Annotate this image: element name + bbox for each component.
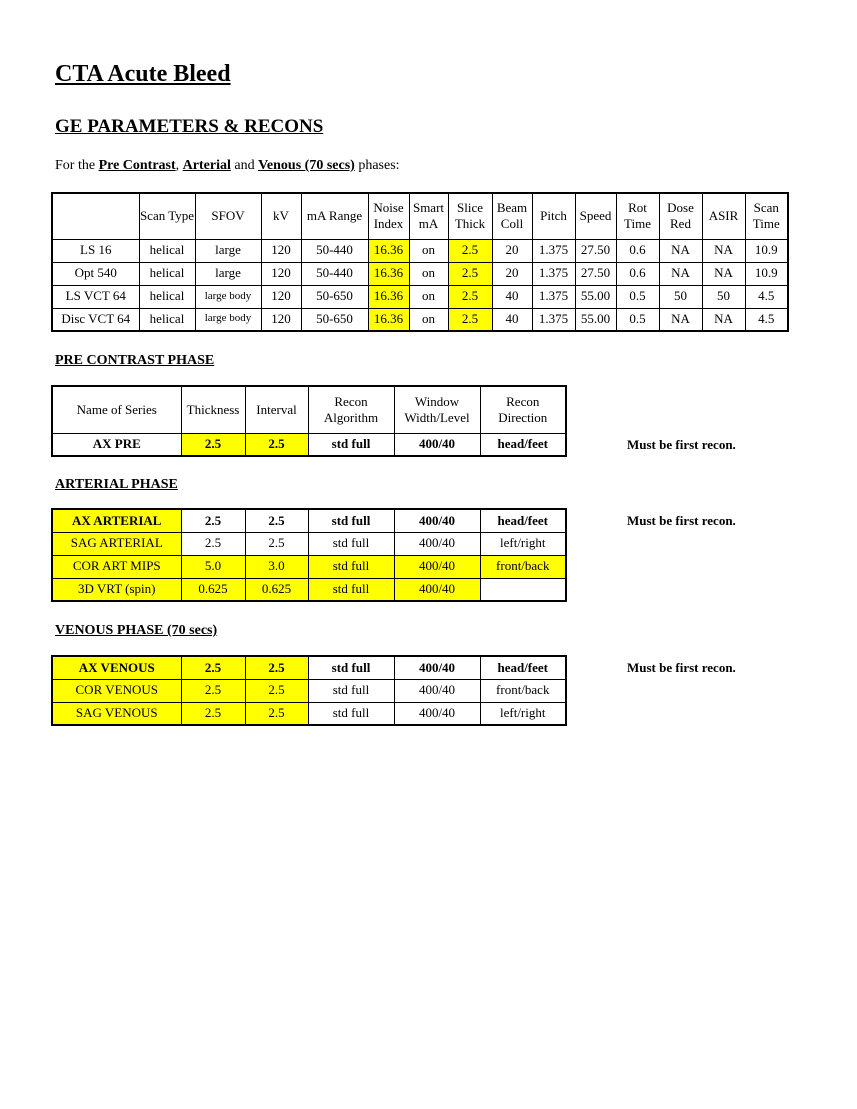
column-header: Interval bbox=[245, 386, 308, 433]
table-cell: 1.375 bbox=[532, 262, 575, 285]
table-cell: 2.5 bbox=[181, 656, 245, 679]
series-name-cell: AX ARTERIAL bbox=[52, 509, 181, 532]
table-cell bbox=[480, 578, 566, 601]
scanner-name-cell: LS VCT 64 bbox=[52, 285, 139, 308]
series-name-cell: COR VENOUS bbox=[52, 679, 181, 702]
table-cell: large bbox=[195, 262, 261, 285]
column-header: Speed bbox=[575, 193, 616, 239]
table-cell: on bbox=[409, 239, 448, 262]
table-cell: 50 bbox=[659, 285, 702, 308]
table-row bbox=[52, 509, 566, 532]
column-header: Slice Thick bbox=[448, 193, 492, 239]
column-header: Window Width/Level bbox=[394, 386, 480, 433]
intro-text bbox=[55, 158, 400, 174]
table-cell: NA bbox=[702, 262, 745, 285]
table-cell: 40 bbox=[492, 308, 532, 331]
column-header: Thickness bbox=[181, 386, 245, 433]
table-row bbox=[52, 656, 566, 679]
scanner-name-cell: LS 16 bbox=[52, 239, 139, 262]
table-row bbox=[52, 308, 788, 331]
column-header: Smart mA bbox=[409, 193, 448, 239]
column-header: Noise Index bbox=[368, 193, 409, 239]
table-cell: large body bbox=[195, 285, 261, 308]
venous-table bbox=[51, 655, 567, 726]
pre-contrast-heading: PRE CONTRAST PHASE bbox=[55, 353, 215, 368]
table-cell: std full bbox=[308, 509, 394, 532]
intro-sep: , bbox=[175, 158, 183, 173]
series-name-cell: AX VENOUS bbox=[52, 656, 181, 679]
table-cell: 20 bbox=[492, 239, 532, 262]
scanner-parameters-table bbox=[51, 192, 789, 332]
table-cell: 0.625 bbox=[181, 578, 245, 601]
table-cell: 0.5 bbox=[616, 308, 659, 331]
table-cell: 50 bbox=[702, 285, 745, 308]
column-header: kV bbox=[261, 193, 301, 239]
table-header-row bbox=[52, 193, 788, 239]
table-row bbox=[52, 262, 788, 285]
table-cell: 5.0 bbox=[181, 555, 245, 578]
table-cell: 400/40 bbox=[394, 532, 480, 555]
column-header: Name of Series bbox=[52, 386, 181, 433]
table-cell: 400/40 bbox=[394, 679, 480, 702]
arterial-note: Must be first recon. bbox=[627, 513, 736, 528]
arterial-heading: ARTERIAL PHASE bbox=[55, 477, 178, 492]
pre-contrast-table bbox=[51, 385, 567, 457]
table-cell: 400/40 bbox=[394, 509, 480, 532]
table-cell: 50-440 bbox=[301, 239, 368, 262]
table-cell: left/right bbox=[480, 532, 566, 555]
table-row bbox=[52, 285, 788, 308]
table-cell: 2.5 bbox=[448, 262, 492, 285]
table-cell: 0.6 bbox=[616, 262, 659, 285]
table-cell: 27.50 bbox=[575, 262, 616, 285]
intro-phase-venous: Venous (70 secs) bbox=[258, 158, 355, 173]
table-cell: 2.5 bbox=[181, 702, 245, 725]
page-subtitle: GE PARAMETERS & RECONS bbox=[55, 116, 324, 137]
table-cell: head/feet bbox=[480, 656, 566, 679]
intro-phase-arterial: Arterial bbox=[182, 158, 231, 173]
venous-note: Must be first recon. bbox=[627, 660, 736, 675]
table-cell: 10.9 bbox=[745, 262, 788, 285]
table-cell: 16.36 bbox=[368, 262, 409, 285]
table-cell: front/back bbox=[480, 555, 566, 578]
table-cell: 120 bbox=[261, 285, 301, 308]
table-cell: std full bbox=[308, 555, 394, 578]
column-header: Scan Type bbox=[139, 193, 195, 239]
table-cell: 16.36 bbox=[368, 239, 409, 262]
table-cell: 2.5 bbox=[448, 239, 492, 262]
table-cell: NA bbox=[659, 239, 702, 262]
table-cell: 400/40 bbox=[394, 656, 480, 679]
table-cell: 16.36 bbox=[368, 285, 409, 308]
table-cell: large body bbox=[195, 308, 261, 331]
table-cell: std full bbox=[308, 433, 394, 456]
table-cell: 2.5 bbox=[245, 509, 308, 532]
table-row bbox=[52, 555, 566, 578]
column-header: ASIR bbox=[702, 193, 745, 239]
series-name-cell: SAG ARTERIAL bbox=[52, 532, 181, 555]
table-cell: on bbox=[409, 262, 448, 285]
column-header: Scan Time bbox=[745, 193, 788, 239]
table-cell: 20 bbox=[492, 262, 532, 285]
table-cell: large bbox=[195, 239, 261, 262]
table-cell: 400/40 bbox=[394, 433, 480, 456]
table-cell: front/back bbox=[480, 679, 566, 702]
table-cell: 2.5 bbox=[181, 532, 245, 555]
table-cell: 120 bbox=[261, 239, 301, 262]
series-name-cell: COR ART MIPS bbox=[52, 555, 181, 578]
table-cell: std full bbox=[308, 679, 394, 702]
table-cell: left/right bbox=[480, 702, 566, 725]
table-row bbox=[52, 679, 566, 702]
table-cell: helical bbox=[139, 285, 195, 308]
series-name-cell: SAG VENOUS bbox=[52, 702, 181, 725]
arterial-table bbox=[51, 508, 567, 602]
table-cell: 120 bbox=[261, 262, 301, 285]
page-title: CTA Acute Bleed bbox=[55, 61, 231, 87]
table-cell: NA bbox=[702, 239, 745, 262]
table-cell: head/feet bbox=[480, 433, 566, 456]
table-cell: 0.6 bbox=[616, 239, 659, 262]
table-cell: on bbox=[409, 285, 448, 308]
table-cell: 2.5 bbox=[448, 308, 492, 331]
table-cell: 4.5 bbox=[745, 308, 788, 331]
table-cell: on bbox=[409, 308, 448, 331]
table-cell: std full bbox=[308, 578, 394, 601]
table-cell: 2.5 bbox=[245, 679, 308, 702]
table-cell: 50-440 bbox=[301, 262, 368, 285]
column-header: Pitch bbox=[532, 193, 575, 239]
column-header: Recon Direction bbox=[480, 386, 566, 433]
table-cell: 2.5 bbox=[245, 702, 308, 725]
column-header: Beam Coll bbox=[492, 193, 532, 239]
table-cell: 2.5 bbox=[181, 679, 245, 702]
table-cell: 400/40 bbox=[394, 578, 480, 601]
column-header: Recon Algorithm bbox=[308, 386, 394, 433]
table-cell: std full bbox=[308, 702, 394, 725]
table-cell: head/feet bbox=[480, 509, 566, 532]
table-row bbox=[52, 433, 566, 456]
table-cell: 2.5 bbox=[245, 532, 308, 555]
table-cell: 55.00 bbox=[575, 308, 616, 331]
table-cell: 0.625 bbox=[245, 578, 308, 601]
table-cell: 16.36 bbox=[368, 308, 409, 331]
table-row bbox=[52, 578, 566, 601]
table-cell: 27.50 bbox=[575, 239, 616, 262]
table-cell: 55.00 bbox=[575, 285, 616, 308]
pre-contrast-note: Must be first recon. bbox=[627, 437, 736, 452]
table-cell: std full bbox=[308, 532, 394, 555]
table-row bbox=[52, 532, 566, 555]
table-cell: 40 bbox=[492, 285, 532, 308]
table-cell: helical bbox=[139, 262, 195, 285]
table-row bbox=[52, 239, 788, 262]
intro-phase-pre-contrast: Pre Contrast bbox=[98, 158, 176, 173]
column-header: Dose Red bbox=[659, 193, 702, 239]
blank-header-cell bbox=[52, 193, 139, 239]
table-cell: 50-650 bbox=[301, 285, 368, 308]
table-row bbox=[52, 702, 566, 725]
table-cell: 50-650 bbox=[301, 308, 368, 331]
series-name-cell: AX PRE bbox=[52, 433, 181, 456]
table-cell: 2.5 bbox=[181, 433, 245, 456]
column-header: Rot Time bbox=[616, 193, 659, 239]
table-cell: 400/40 bbox=[394, 555, 480, 578]
table-cell: std full bbox=[308, 656, 394, 679]
column-header: mA Range bbox=[301, 193, 368, 239]
table-cell: 2.5 bbox=[448, 285, 492, 308]
table-cell: 10.9 bbox=[745, 239, 788, 262]
intro-prefix: For the bbox=[55, 158, 99, 173]
scanner-name-cell: Opt 540 bbox=[52, 262, 139, 285]
table-cell: helical bbox=[139, 308, 195, 331]
series-name-cell: 3D VRT (spin) bbox=[52, 578, 181, 601]
table-cell: 2.5 bbox=[245, 433, 308, 456]
table-cell: 120 bbox=[261, 308, 301, 331]
column-header: SFOV bbox=[195, 193, 261, 239]
table-cell: NA bbox=[659, 262, 702, 285]
table-cell: 1.375 bbox=[532, 308, 575, 331]
table-header-row bbox=[52, 386, 566, 433]
intro-suffix: phases: bbox=[354, 158, 400, 173]
table-cell: 0.5 bbox=[616, 285, 659, 308]
table-cell: 3.0 bbox=[245, 555, 308, 578]
table-cell: 4.5 bbox=[745, 285, 788, 308]
table-cell: helical bbox=[139, 239, 195, 262]
table-cell: 1.375 bbox=[532, 285, 575, 308]
table-cell: 2.5 bbox=[181, 509, 245, 532]
intro-sep: and bbox=[230, 158, 259, 173]
table-cell: 1.375 bbox=[532, 239, 575, 262]
table-cell: 2.5 bbox=[245, 656, 308, 679]
venous-heading: VENOUS PHASE (70 secs) bbox=[55, 623, 218, 638]
table-cell: 400/40 bbox=[394, 702, 480, 725]
table-cell: NA bbox=[659, 308, 702, 331]
scanner-name-cell: Disc VCT 64 bbox=[52, 308, 139, 331]
table-cell: NA bbox=[702, 308, 745, 331]
